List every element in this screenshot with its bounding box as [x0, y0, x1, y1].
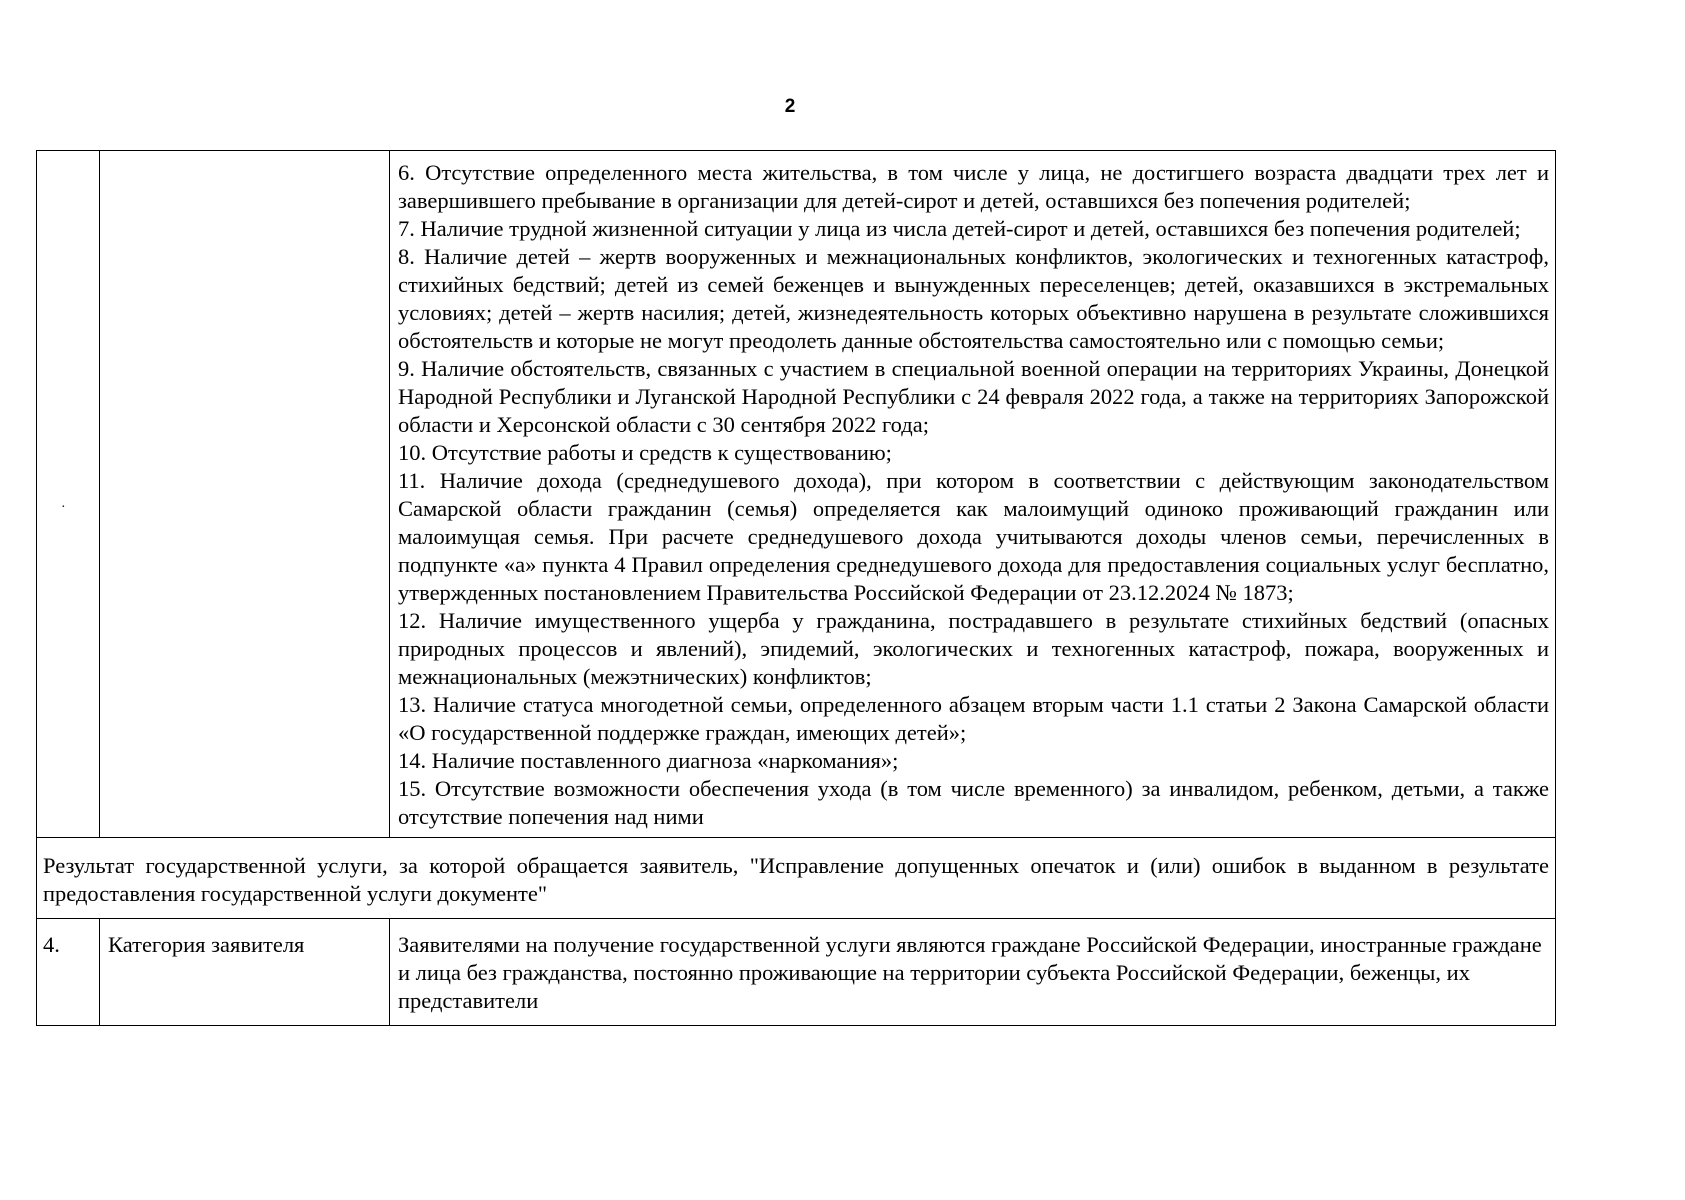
condition-item-14: 14. Наличие поставленного диагноза «наркомания»; [398, 748, 899, 773]
row-number-cell-empty [37, 151, 100, 838]
row-number-cell: 4. [37, 919, 100, 1026]
condition-item-12: 12. Наличие имущественного ущерба у гражданина, пострадавшего в результате стихийных бедствий (опасных природных процессов и явлений), эпидемий, экологических и техногенных катастроф, пожара, вооруженных и межнациональных (межэтнических) конфликтов; [398, 608, 1549, 689]
condition-item-8: 8. Наличие детей – жертв вооруженных и межнациональных конфликтов, экологических и техногенных катастроф, стихийных бедствий; детей из семей беженцев и вынужденных переселенцев; детей, оказавшихся в экстремальных условиях; детей – жертв насилия; детей, жизнедеятельность которых объективно нарушена в результате сложившихся обстоятельств и которые не могут преодолеть данные обстоятельства самостоятельно или с помощью семьи; [398, 244, 1549, 353]
condition-item-9: 9. Наличие обстоятельств, связанных с участием в специальной военной операции на территориях Украины, Донецкой Народной Республики и Луганской Народной Республики с 24 февраля 2022 года, а также на территориях Запорожской области и Херсонской области с 30 сентября 2022 года; [398, 356, 1549, 437]
service-table [36, 150, 1556, 1026]
condition-item-15: 15. Отсутствие возможности обеспечения ухода (в том числе временного) за инвалидом, ребенком, детьми, а также отсутствие попечения над ними [398, 776, 1549, 829]
table-row-4 [37, 919, 1556, 1026]
row-label-cell: Категория заявителя [100, 919, 390, 1026]
condition-item-11: 11. Наличие дохода (среднедушевого дохода), при котором в соответствии с действующим законодательством Самарской области гражданин (семья) определяется как малоимущий одиноко проживающий гражданин или малоимущая семья. При расчете среднедушевого дохода учитываются доходы членов семьи, перечисленных в подпункте «а» пункта 4 Правил определения среднедушевого дохода для предоставления социальных услуг бесплатно, утвержденных постановлением Правительства Российской Федерации от 23.12.2024 № 1873; [398, 468, 1549, 605]
row-content-cell: Заявителями на получение государственной услуги являются граждане Российской Федерации, иностранные граждане и лица без гражданства, постоянно проживающие на территории субъекта Российской Федерации, беженцы, их представители [390, 919, 1556, 1026]
condition-item-10: 10. Отсутствие работы и средств к существованию; [398, 440, 892, 465]
result-heading-cell: Результат государственной услуги, за которой обращается заявитель, "Исправление допущенных опечаток и (или) ошибок в выданном в результате предоставления государственной услуги документе" [37, 838, 1556, 919]
conditions-list-cell [390, 151, 1556, 838]
row-label-cell-empty [100, 151, 390, 838]
table-row-result-heading [37, 838, 1556, 919]
condition-item-6: 6. Отсутствие определенного места жительства, в том числе у лица, не достигшего возраста двадцати трех лет и завершившего пребывание в организации для детей-сирот и детей, оставшихся без попечения родителей; [398, 160, 1549, 213]
page-number: 2 [784, 96, 796, 117]
table-row-continued [37, 151, 1556, 838]
scan-artifact-dot: · [61, 500, 66, 515]
condition-item-13: 13. Наличие статуса многодетной семьи, определенного абзацем вторым части 1.1 статьи 2 Закона Самарской области «О государственной поддержке граждан, имеющих детей»; [398, 692, 1549, 745]
condition-item-7: 7. Наличие трудной жизненной ситуации у лица из числа детей-сирот и детей, оставшихся без попечения родителей; [398, 216, 1521, 241]
